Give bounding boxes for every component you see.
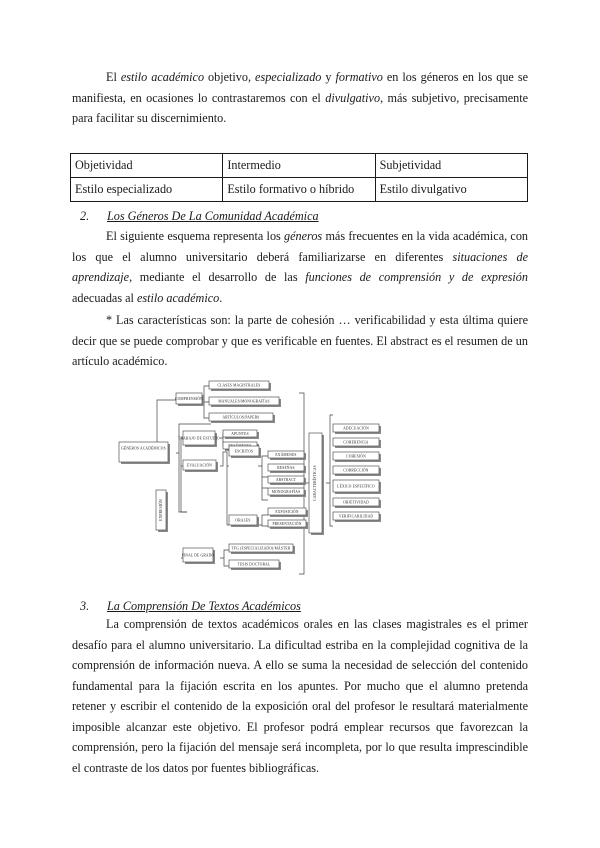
- italic-run: divulgativo: [325, 90, 381, 105]
- table-cell: Intermedio: [223, 154, 375, 178]
- escritos-item: RESEÑAS: [277, 466, 295, 470]
- table-cell: Subjetividad: [375, 154, 527, 178]
- comprension-item: ARTÍCULOS/PAPERS: [222, 415, 260, 420]
- text-run: , mediante el desarrollo de las: [129, 270, 306, 284]
- trabajo-item: APUNTES: [231, 432, 249, 436]
- text-run: , más subjetivo, precisamente para facilitar su discernimiento.: [72, 90, 528, 125]
- table-row: [71, 154, 528, 178]
- escritos-item: EXÁMENES: [275, 453, 297, 457]
- italic-run: situaciones de aprendizaje: [72, 249, 528, 284]
- escritos-item: MONOGRAFÍAS: [271, 490, 301, 494]
- caracteristica-item: LÉXICO ESPECÍFICO: [337, 484, 375, 489]
- orales-label: ORALES: [235, 518, 251, 523]
- text-run: y: [321, 70, 336, 84]
- escritos-label: ESCRITOS: [234, 449, 254, 454]
- section-2-paragraph: [72, 226, 528, 308]
- section-3-paragraph: La comprensión de textos académicos orales en las clases magistrales es el primer desafío para el alumno universitario. La dificultad estriba en la complejidad cognitiva de la comprensión de información nueva. A ello se suma la necesidad de selección del contenido fundamental para la fijación escrita en los apuntes. Por mucho que el alumno pretenda retener y escribir el contenido de la exposición oral del profesor le resultará materialmente imposible alcanzar este objetivo. El profesor podrá emplear recursos que favorezcan la comprensión, pero la fijación del mensaje será incompleta, por lo que resulta imprescindible el contraste de los datos por fuentes bibliográficas.: [72, 617, 528, 775]
- text-run: objetivo,: [204, 70, 256, 84]
- italic-run: géneros: [284, 229, 323, 243]
- section-number: 2.: [80, 209, 90, 223]
- final-item: TESIS DOCTORAL: [237, 562, 271, 567]
- text-run: El siguiente esquema representa los: [106, 229, 285, 243]
- text-run: más frecuentes en la vida académica, con los que el alumno universitario deberá familiarizarse en diferentes: [72, 229, 529, 264]
- table-cell: Objetividad: [71, 154, 223, 178]
- evaluacion-label: EVALUACIÓN: [186, 463, 213, 468]
- caracteristicas-label: CARACTERÍSTICAS: [313, 465, 317, 501]
- escritos-node: [229, 446, 261, 458]
- caracteristica-item: OBJETIVIDAD: [343, 500, 369, 505]
- text-run: adecuadas al: [72, 290, 137, 305]
- text-run: .: [219, 290, 223, 305]
- root-label: GÉNEROS ACADÉMICOS: [121, 446, 166, 451]
- section-title: La Comprensión De Textos Académicos: [107, 599, 301, 613]
- comprension-items: [209, 381, 281, 423]
- table-row: [71, 178, 528, 202]
- final-grado-node: [182, 548, 215, 564]
- table-cell: Estilo formativo o híbrido: [223, 178, 375, 202]
- genres-diagram: [117, 378, 395, 590]
- section-2-heading: [80, 208, 319, 224]
- italic-run: formativo: [335, 70, 383, 84]
- final-item: TFG (ESPECIALIZADO)/MÁSTER: [231, 546, 291, 551]
- comprension-label: COMPRENSIÓN: [175, 397, 203, 401]
- evaluacion-node: [183, 460, 218, 472]
- orales-node: [229, 515, 259, 527]
- comprension-item: MANUALES/MONOGRAFÍAS: [218, 399, 270, 404]
- italic-run: funciones de comprensión y de expresión: [305, 270, 528, 284]
- orales-item: PRESENTACIÓN: [272, 522, 302, 526]
- note-paragraph: * Las características son: la parte de cohesión … verificabilidad y esta última quiere decir que se puede comprobar y que es verificable en fuentes. El abstract es el resumen de un artículo académico.: [72, 313, 528, 368]
- caracteristicas-node: [309, 433, 324, 535]
- caracteristica-item: CORRECCIÓN: [343, 468, 369, 473]
- italic-run: estilo académico: [120, 70, 205, 84]
- caracteristicas-items: [333, 424, 381, 522]
- comprension-item: CLASES MAGISTRALES: [217, 383, 261, 388]
- text-run: en los géneros en los que se manifiesta, en ocasiones lo contrastaremos con el: [72, 70, 528, 105]
- comprension-node: [175, 393, 204, 406]
- diagram-root-node: [119, 442, 170, 464]
- trabajo-estudio-label: TRABAJO DE ESTUDIO: [178, 436, 220, 441]
- italic-run: estilo académico: [136, 290, 220, 305]
- final-grado-label: FINAL DE GRADO: [181, 553, 215, 558]
- table-cell: Estilo divulgativo: [375, 178, 527, 202]
- caracteristica-item: ADECUACIÓN: [343, 426, 369, 431]
- escritos-items: [268, 451, 306, 497]
- table-cell: Estilo especializado: [71, 178, 223, 202]
- section-3-heading: [80, 598, 301, 614]
- caracteristica-item: COHESIÓN: [346, 454, 366, 459]
- section-title: Los Géneros De La Comunidad Académica: [107, 209, 319, 223]
- caracteristica-item: COHERENCIA: [343, 440, 369, 445]
- section-number: 3.: [80, 599, 90, 613]
- expresion-node: [156, 490, 168, 532]
- orales-items: [268, 508, 308, 529]
- text-run: El: [106, 70, 121, 84]
- orales-item: EXPOSICIÓN: [275, 510, 299, 514]
- trabajo-estudio-node: [178, 431, 220, 447]
- expresion-label: EXPRESIÓN: [159, 499, 163, 521]
- final-grado-items: [229, 544, 295, 570]
- caracteristica-item: VERIFICABILIDAD: [338, 514, 374, 519]
- escritos-item: ABSTRACT: [275, 478, 297, 482]
- intro-paragraph: [72, 67, 528, 129]
- italic-run: especializado: [255, 70, 322, 84]
- comparison-table: [70, 153, 528, 202]
